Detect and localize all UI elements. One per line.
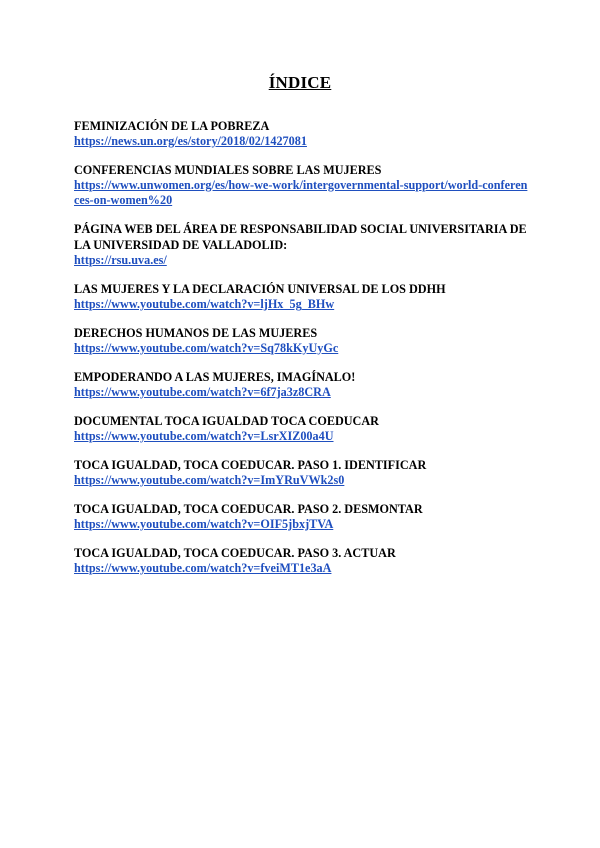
entry-link[interactable]: https://www.youtube.com/watch?v=OIF5jbxjTVA bbox=[74, 517, 334, 531]
page-title: ÍNDICE bbox=[268, 73, 332, 92]
index-entry bbox=[74, 369, 530, 400]
entry-link[interactable]: https://www.youtube.com/watch?v=Sq78kKyUyGc bbox=[74, 341, 339, 355]
entry-link[interactable]: https://www.youtube.com/watch?v=LsrXIZ00a4U bbox=[74, 429, 334, 443]
entry-heading: EMPODERANDO A LAS MUJERES, IMAGÍNALO! bbox=[74, 370, 356, 384]
entry-heading: LAS MUJERES Y LA DECLARACIÓN UNIVERSAL DE LOS DDHH bbox=[74, 282, 446, 296]
entry-link[interactable]: https://www.youtube.com/watch?v=ImYRuVWk2s0 bbox=[74, 473, 345, 487]
entry-link[interactable]: https://www.youtube.com/watch?v=6f7ja3z8CRA bbox=[74, 385, 331, 399]
entry-heading: TOCA IGUALDAD, TOCA COEDUCAR. PASO 1. IDENTIFICAR bbox=[74, 458, 427, 472]
index-entry bbox=[74, 281, 530, 312]
entry-link[interactable]: https://rsu.uva.es/ bbox=[74, 253, 167, 267]
entry-heading: CONFERENCIAS MUNDIALES SOBRE LAS MUJERES bbox=[74, 163, 382, 177]
index-entry bbox=[74, 118, 530, 149]
index-list bbox=[74, 118, 530, 589]
entry-heading: TOCA IGUALDAD, TOCA COEDUCAR. PASO 3. ACTUAR bbox=[74, 546, 396, 560]
index-entry bbox=[74, 413, 530, 444]
entry-heading: DOCUMENTAL TOCA IGUALDAD TOCA COEDUCAR bbox=[74, 414, 379, 428]
index-entry bbox=[74, 501, 530, 532]
index-entry bbox=[74, 545, 530, 576]
entry-heading: PÁGINA WEB DEL ÁREA DE RESPONSABILIDAD SOCIAL UNIVERSITARIA DE LA UNIVERSIDAD DE VALLADOLID: bbox=[74, 222, 527, 252]
entry-heading: TOCA IGUALDAD, TOCA COEDUCAR. PASO 2. DESMONTAR bbox=[74, 502, 423, 516]
entry-link[interactable]: https://www.youtube.com/watch?v=fveiMT1e3aA bbox=[74, 561, 332, 575]
index-entry bbox=[74, 325, 530, 356]
entry-link[interactable]: https://www.unwomen.org/es/how-we-work/intergovernmental-support/world-conferences-on-women%20 bbox=[74, 178, 528, 207]
index-entry bbox=[74, 457, 530, 488]
entry-link[interactable]: https://www.youtube.com/watch?v=ljHx_5g_BHw bbox=[74, 297, 335, 311]
entry-link[interactable]: https://news.un.org/es/story/2018/02/1427081 bbox=[74, 134, 307, 148]
entry-heading: FEMINIZACIÓN DE LA POBREZA bbox=[74, 119, 270, 133]
entry-heading: DERECHOS HUMANOS DE LAS MUJERES bbox=[74, 326, 318, 340]
index-entry bbox=[74, 162, 530, 208]
index-entry bbox=[74, 221, 530, 268]
